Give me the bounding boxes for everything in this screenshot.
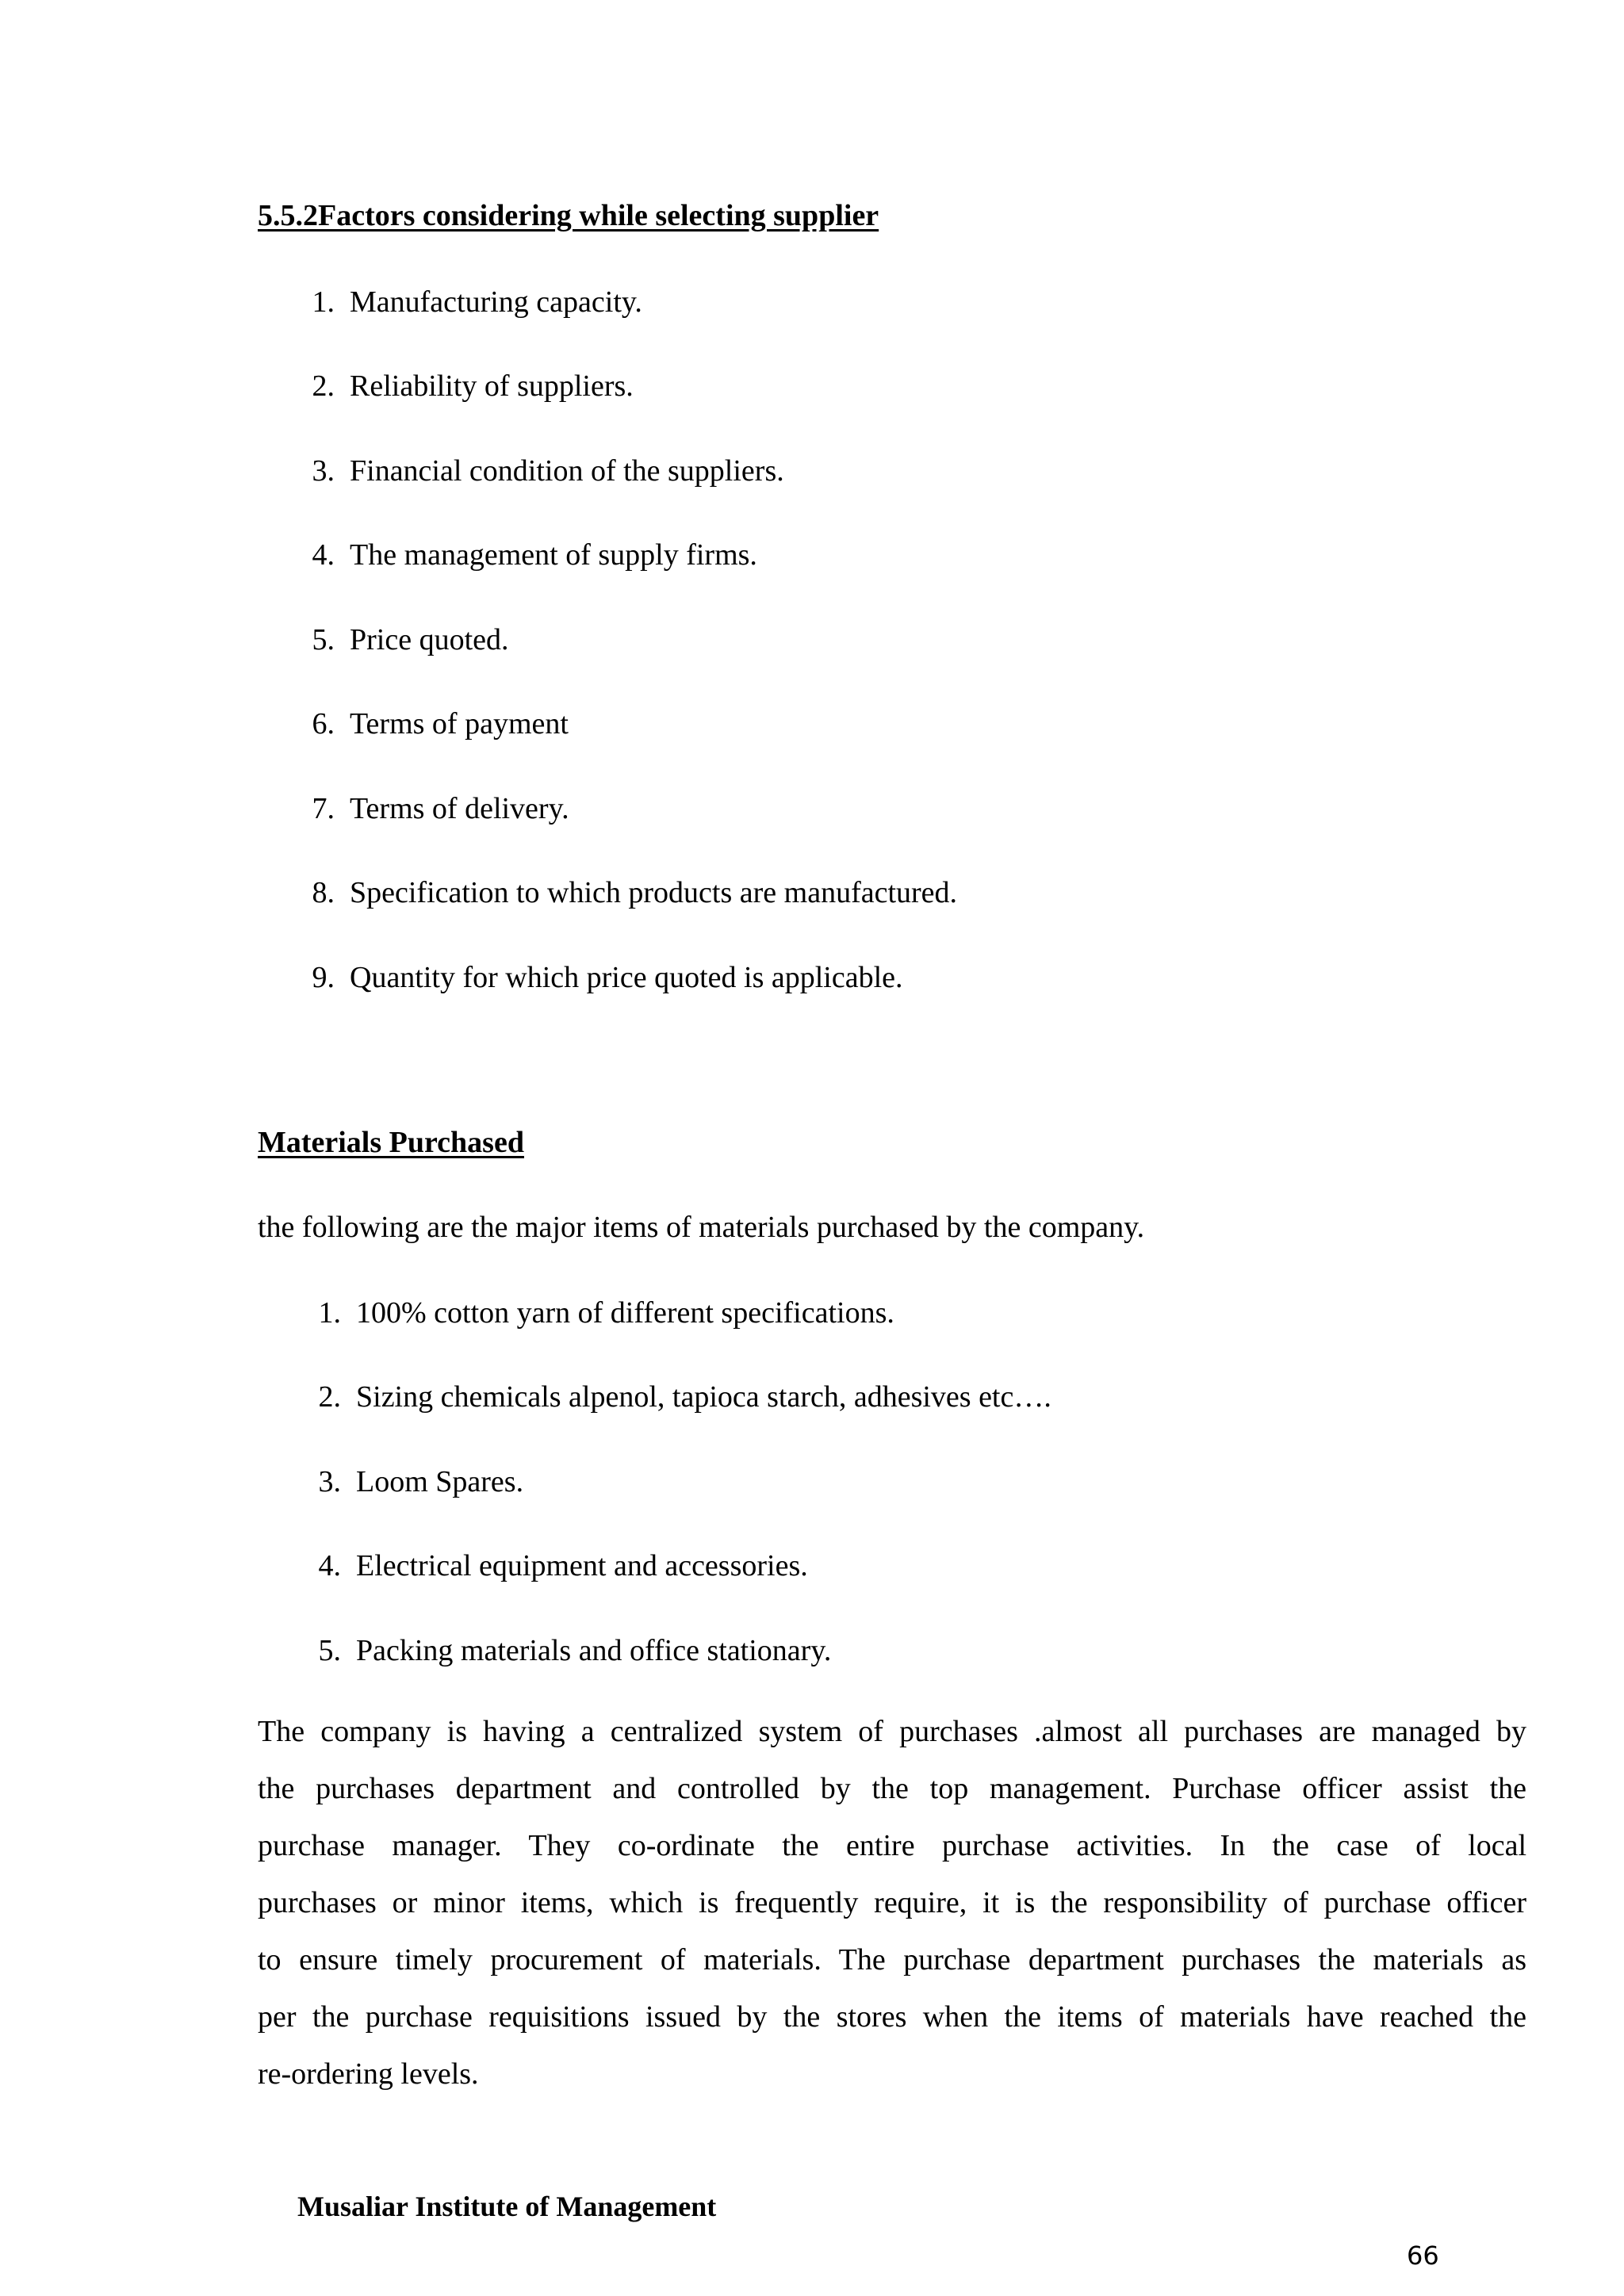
list-item-text: The management of supply firms.	[350, 538, 757, 572]
list-item-number: 2.	[318, 1380, 341, 1414]
list-item-text: Financial condition of the suppliers.	[350, 454, 784, 488]
list-item-text: Electrical equipment and accessories.	[356, 1549, 808, 1582]
list-item-number: 5.	[318, 1634, 341, 1667]
footer-institution-name: Musaliar Institute of Management	[297, 2191, 717, 2222]
list-item-number: 4.	[312, 538, 335, 572]
materials-intro-text: the following are the major items of materials purchased by the company.	[258, 1211, 1145, 1244]
list-item-number: 9.	[312, 961, 335, 994]
paragraph-line: The company is having a centralized system of purchases .almost all purchases are managed by	[258, 1715, 1526, 1748]
list-item-number: 1.	[312, 285, 335, 319]
page-number: 66	[1407, 2241, 1439, 2271]
list-item-number: 3.	[318, 1465, 341, 1498]
paragraph-line: to ensure timely procurement of materials. The purchase department purchases the materials as	[258, 1943, 1526, 1976]
paragraph-line: purchases or minor items, which is frequently require, it is the responsibility of purchase officer	[258, 1886, 1526, 1919]
paragraph-line: the purchases department and controlled by the top management. Purchase officer assist the	[258, 1772, 1526, 1805]
list-item-number: 3.	[312, 454, 335, 488]
section-heading-materials-purchased: Materials Purchased	[258, 1126, 524, 1159]
list-item-text: Specification to which products are manufactured.	[350, 876, 958, 909]
list-item-text: Sizing chemicals alpenol, tapioca starch, adhesives etc….	[356, 1380, 1051, 1414]
paragraph-line: per the purchase requisitions issued by the stores when the items of materials have reached the	[258, 2000, 1526, 2034]
list-item-number: 7.	[312, 792, 335, 825]
list-item-text: Manufacturing capacity.	[350, 285, 642, 319]
list-item-text: Reliability of suppliers.	[350, 369, 634, 403]
list-item-text: 100% cotton yarn of different specifications.	[356, 1296, 894, 1330]
list-item-text: Price quoted.	[350, 623, 509, 656]
list-item-number: 4.	[318, 1549, 341, 1582]
list-item-number: 6.	[312, 707, 335, 740]
list-item-number: 1.	[318, 1296, 341, 1330]
list-item-number: 5.	[312, 623, 335, 656]
paragraph-line: purchase manager. They co-ordinate the entire purchase activities. In the case of local	[258, 1829, 1526, 1862]
list-item-text: Loom Spares.	[356, 1465, 524, 1498]
list-item-number: 8.	[312, 876, 335, 909]
purchases-paragraph	[258, 1703, 1526, 2103]
list-item-text: Quantity for which price quoted is applicable.	[350, 961, 903, 994]
list-item-text: Packing materials and office stationary.	[356, 1634, 832, 1667]
list-item-text: Terms of delivery.	[350, 792, 569, 825]
list-item-text: Terms of payment	[350, 707, 569, 740]
section-heading-supplier-factors: 5.5.2Factors considering while selecting supplier	[258, 199, 879, 232]
paragraph-line: re-ordering levels.	[258, 2057, 479, 2091]
list-item-number: 2.	[312, 369, 335, 403]
